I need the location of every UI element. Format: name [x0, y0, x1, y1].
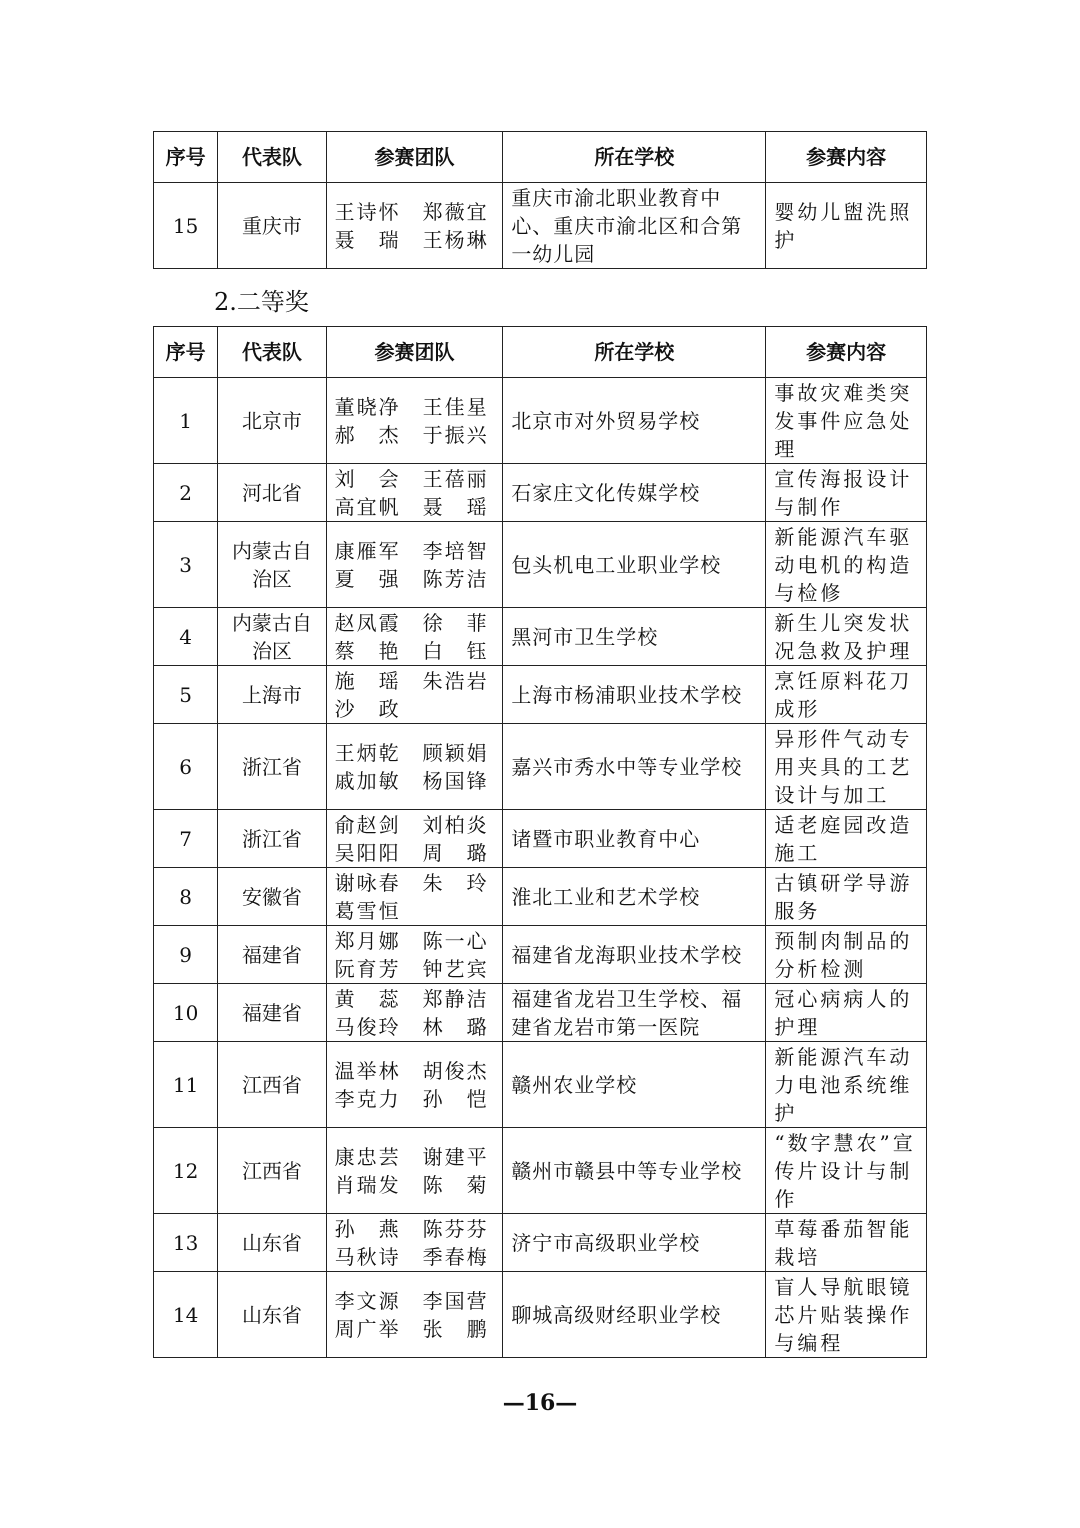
cell-no: 15	[154, 183, 218, 269]
cell-no: 6	[154, 724, 218, 810]
table-row	[154, 1214, 927, 1272]
table-row	[154, 608, 927, 666]
cell-content: 烹饪原料花刀成形	[766, 666, 927, 724]
cell-members	[326, 608, 503, 666]
award-table-1-body	[154, 183, 927, 269]
cell-no: 2	[154, 464, 218, 522]
cell-members	[326, 868, 503, 926]
cell-content: 适老庭园改造施工	[766, 810, 927, 868]
cell-content: 新生儿突发状况急救及护理	[766, 608, 927, 666]
table-header-row	[154, 132, 927, 183]
member-line: 康忠芸 谢建平	[334, 1144, 489, 1169]
cell-school: 诸暨市职业教育中心	[503, 810, 766, 868]
cell-content: 异形件气动专用夹具的工艺设计与加工	[766, 724, 927, 810]
member-line: 吴阳阳 周 璐	[334, 840, 489, 865]
award-table-2	[153, 326, 927, 1358]
table-row	[154, 1272, 927, 1358]
cell-no: 10	[154, 984, 218, 1042]
member-line: 董晓净 王佳星	[334, 394, 489, 419]
member-line: 施 瑶 朱浩岩	[334, 668, 489, 693]
cell-team: 安徽省	[218, 868, 326, 926]
header-team: 代表队	[218, 132, 326, 183]
cell-team: 重庆市	[218, 183, 326, 269]
table-row	[154, 984, 927, 1042]
member-line: 郝 杰 于振兴	[334, 422, 489, 447]
cell-school: 北京市对外贸易学校	[503, 378, 766, 464]
member-line: 聂 瑞 王杨琳	[334, 227, 489, 252]
member-line: 马秋诗 季春梅	[334, 1244, 489, 1269]
cell-team: 内蒙古自治区	[218, 522, 326, 608]
cell-team: 福建省	[218, 926, 326, 984]
cell-school: 上海市杨浦职业技术学校	[503, 666, 766, 724]
award-table-2-body	[154, 378, 927, 1358]
cell-content: 草莓番茄智能栽培	[766, 1214, 927, 1272]
member-line: 康雁军 李培智	[334, 538, 489, 563]
member-line: 黄 蕊 郑静洁	[334, 986, 489, 1011]
member-line: 赵凤霞 徐 菲	[334, 610, 489, 635]
member-line: 谢咏春 朱 玲	[334, 870, 489, 895]
header-school: 所在学校	[503, 327, 766, 378]
cell-team: 内蒙古自治区	[218, 608, 326, 666]
member-line: 李克力 孙 恺	[334, 1086, 489, 1111]
table-row	[154, 464, 927, 522]
member-line: 郑月娜 陈一心	[334, 928, 489, 953]
cell-members	[326, 1272, 503, 1358]
cell-team: 河北省	[218, 464, 326, 522]
cell-team: 浙江省	[218, 810, 326, 868]
cell-members	[326, 810, 503, 868]
cell-content: 宣传海报设计与制作	[766, 464, 927, 522]
table-row	[154, 666, 927, 724]
cell-members	[326, 1128, 503, 1214]
header-no: 序号	[154, 132, 218, 183]
table-row	[154, 1042, 927, 1128]
member-line: 俞赵剑 刘柏炎	[334, 812, 489, 837]
member-line: 戚加敏 杨国锋	[334, 768, 489, 793]
cell-no: 8	[154, 868, 218, 926]
cell-content: 盲人导航眼镜芯片贴装操作与编程	[766, 1272, 927, 1358]
cell-no: 5	[154, 666, 218, 724]
cell-members	[326, 724, 503, 810]
header-members: 参赛团队	[326, 132, 503, 183]
member-line: 周广举 张 鹏	[334, 1316, 489, 1341]
cell-members	[326, 1214, 503, 1272]
member-line: 肖瑞发 陈 菊	[334, 1172, 489, 1197]
cell-members	[326, 984, 503, 1042]
cell-team: 浙江省	[218, 724, 326, 810]
member-line: 刘 会 王蓓丽	[334, 466, 489, 491]
cell-school: 石家庄文化传媒学校	[503, 464, 766, 522]
member-line: 孙 燕 陈芬芬	[334, 1216, 489, 1241]
cell-school: 淮北工业和艺术学校	[503, 868, 766, 926]
cell-content: 新能源汽车驱动电机的构造与检修	[766, 522, 927, 608]
cell-members	[326, 183, 503, 269]
cell-members	[326, 1042, 503, 1128]
header-team: 代表队	[218, 327, 326, 378]
header-no: 序号	[154, 327, 218, 378]
table-header-row	[154, 327, 927, 378]
table-row	[154, 810, 927, 868]
page-number: —16—	[502, 1390, 578, 1416]
table-row	[154, 1128, 927, 1214]
cell-school: 包头机电工业职业学校	[503, 522, 766, 608]
cell-members	[326, 666, 503, 724]
cell-content: 新能源汽车动力电池系统维护	[766, 1042, 927, 1128]
cell-team: 江西省	[218, 1042, 326, 1128]
cell-school: 赣州市赣县中等专业学校	[503, 1128, 766, 1214]
cell-members	[326, 522, 503, 608]
cell-content: “数字慧农”宣传片设计与制作	[766, 1128, 927, 1214]
table-row	[154, 183, 927, 269]
header-content: 参赛内容	[766, 327, 927, 378]
cell-school: 重庆市渝北职业教育中心、重庆市渝北区和合第一幼儿园	[503, 183, 766, 269]
cell-members	[326, 926, 503, 984]
cell-school: 嘉兴市秀水中等专业学校	[503, 724, 766, 810]
cell-no: 9	[154, 926, 218, 984]
cell-no: 4	[154, 608, 218, 666]
member-line: 高宜帆 聂 瑶	[334, 494, 489, 519]
cell-no: 7	[154, 810, 218, 868]
cell-team: 北京市	[218, 378, 326, 464]
cell-no: 11	[154, 1042, 218, 1128]
cell-school: 福建省龙岩卫生学校、福建省龙岩市第一医院	[503, 984, 766, 1042]
cell-school: 赣州农业学校	[503, 1042, 766, 1128]
member-line: 阮育芳 钟艺宾	[334, 956, 489, 981]
table-row	[154, 378, 927, 464]
cell-team: 山东省	[218, 1272, 326, 1358]
member-line: 马俊玲 林 璐	[334, 1014, 489, 1039]
cell-team: 上海市	[218, 666, 326, 724]
cell-team: 江西省	[218, 1128, 326, 1214]
cell-school: 黑河市卫生学校	[503, 608, 766, 666]
cell-school: 聊城高级财经职业学校	[503, 1272, 766, 1358]
member-line: 温举林 胡俊杰	[334, 1058, 489, 1083]
cell-no: 3	[154, 522, 218, 608]
award-table-1	[153, 131, 927, 269]
section-title: 2.二等奖	[214, 288, 309, 316]
cell-no: 1	[154, 378, 218, 464]
cell-team: 山东省	[218, 1214, 326, 1272]
table-row	[154, 724, 927, 810]
member-line: 蔡 艳 白 钰	[334, 638, 489, 663]
cell-content: 预制肉制品的分析检测	[766, 926, 927, 984]
cell-content: 古镇研学导游服务	[766, 868, 927, 926]
header-members: 参赛团队	[326, 327, 503, 378]
cell-members	[326, 464, 503, 522]
header-school: 所在学校	[503, 132, 766, 183]
cell-members	[326, 378, 503, 464]
cell-school: 福建省龙海职业技术学校	[503, 926, 766, 984]
cell-team: 福建省	[218, 984, 326, 1042]
cell-content: 冠心病病人的护理	[766, 984, 927, 1042]
table-row	[154, 868, 927, 926]
member-line: 葛雪恒	[334, 898, 401, 923]
header-content: 参赛内容	[766, 132, 927, 183]
cell-no: 12	[154, 1128, 218, 1214]
member-line: 沙 政	[334, 696, 401, 721]
member-line: 李文源 李国营	[334, 1288, 489, 1313]
cell-school: 济宁市高级职业学校	[503, 1214, 766, 1272]
table-row	[154, 522, 927, 608]
member-line: 夏 强 陈芳洁	[334, 566, 489, 591]
cell-no: 14	[154, 1272, 218, 1358]
member-line: 王诗怀 郑薇宜	[334, 199, 489, 224]
table-row	[154, 926, 927, 984]
cell-content: 事故灾难类突发事件应急处理	[766, 378, 927, 464]
cell-content: 婴幼儿盥洗照护	[766, 183, 927, 269]
cell-no: 13	[154, 1214, 218, 1272]
member-line: 王炳乾 顾颖娟	[334, 740, 489, 765]
